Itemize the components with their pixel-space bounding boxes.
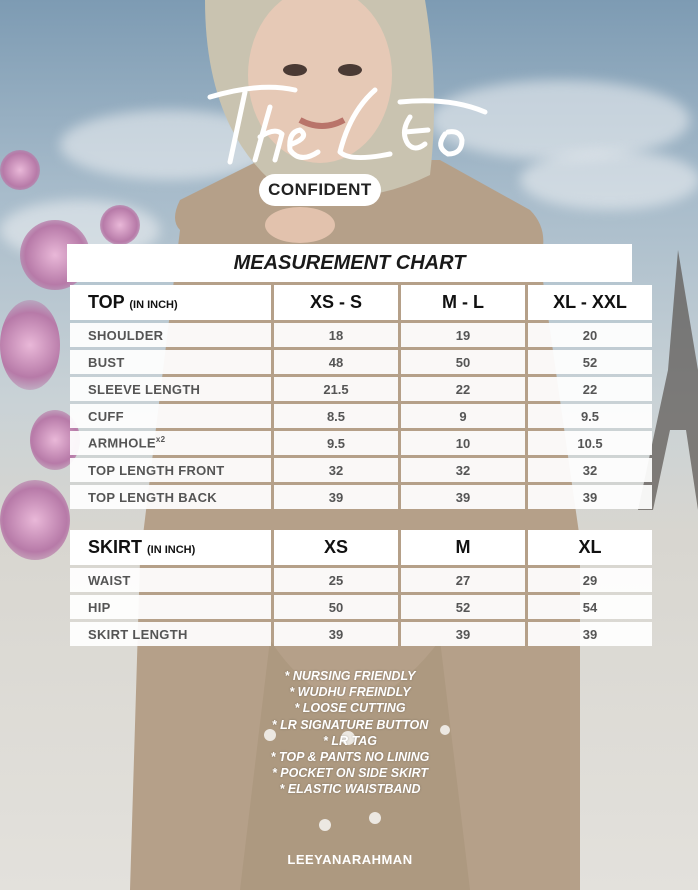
cell-value: 22 xyxy=(401,377,525,401)
size-header: XS - S xyxy=(274,285,398,320)
collection-badge: CONFIDENT xyxy=(259,174,381,206)
table-row xyxy=(70,622,652,646)
row-label: SKIRT LENGTH xyxy=(70,622,271,646)
table-row xyxy=(70,404,652,428)
skirt-header-label: SKIRT (IN INCH) xyxy=(70,530,271,565)
feature-item: * POCKET ON SIDE SKIRT xyxy=(271,766,429,781)
feature-item: * LR SIGNATURE BUTTON xyxy=(271,717,429,732)
cell-value: 29 xyxy=(528,568,652,592)
size-header: M xyxy=(401,530,525,565)
features-list xyxy=(240,668,460,798)
table-row xyxy=(70,431,652,455)
cell-value: 39 xyxy=(401,485,525,509)
feature-item: * LR TAG xyxy=(323,733,377,748)
cell-value: 21.5 xyxy=(274,377,398,401)
size-header: XL xyxy=(528,530,652,565)
row-label: WAIST xyxy=(70,568,271,592)
cell-value: 32 xyxy=(528,458,652,482)
cell-value: 54 xyxy=(528,595,652,619)
size-header: M - L xyxy=(401,285,525,320)
feature-item: * LOOSE CUTTING xyxy=(294,701,406,716)
feature-item: * ELASTIC WAISTBAND xyxy=(279,782,421,797)
the-leo-logo xyxy=(200,72,500,167)
cell-value: 39 xyxy=(528,485,652,509)
brand-name: LEEYANARAHMAN xyxy=(287,852,413,867)
feature-item: * TOP & PANTS NO LINING xyxy=(270,750,430,765)
cell-value: 39 xyxy=(401,622,525,646)
feature-item: * WUDHU FREINDLY xyxy=(289,685,411,700)
row-label: CUFF xyxy=(70,404,271,428)
logo xyxy=(200,72,500,167)
cell-value: 50 xyxy=(401,350,525,374)
table-row xyxy=(70,595,652,619)
cell-value: 32 xyxy=(274,458,398,482)
cell-value: 52 xyxy=(401,595,525,619)
cell-value: 39 xyxy=(274,485,398,509)
row-label: SHOULDER xyxy=(70,323,271,347)
row-label: TOP LENGTH FRONT xyxy=(70,458,271,482)
row-label: SLEEVE LENGTH xyxy=(70,377,271,401)
table-row xyxy=(70,485,652,509)
row-label: BUST xyxy=(70,350,271,374)
row-label: $ARMHOLE^{x2}$ xyxy=(70,431,271,455)
skirt-measurement-table xyxy=(67,527,655,649)
chart-title: MEASUREMENT CHART xyxy=(67,244,632,282)
cell-value: 50 xyxy=(274,595,398,619)
cell-value: 19 xyxy=(401,323,525,347)
size-header: XL - XXL xyxy=(528,285,652,320)
skirt-table-header xyxy=(70,530,652,565)
cell-value: 18 xyxy=(274,323,398,347)
top-table-header xyxy=(70,285,652,320)
table-row xyxy=(70,350,652,374)
top-header-label: TOP (IN INCH) xyxy=(70,285,271,320)
cell-value: 9 xyxy=(401,404,525,428)
cell-value: 9.5 xyxy=(274,431,398,455)
row-label: TOP LENGTH BACK xyxy=(70,485,271,509)
size-header: XS xyxy=(274,530,398,565)
cell-value: 48 xyxy=(274,350,398,374)
cell-value: 32 xyxy=(401,458,525,482)
table-row xyxy=(70,568,652,592)
cell-value: 20 xyxy=(528,323,652,347)
cell-value: 9.5 xyxy=(528,404,652,428)
top-measurement-table xyxy=(67,282,655,512)
table-row xyxy=(70,458,652,482)
cell-value: 39 xyxy=(274,622,398,646)
cell-value: 52 xyxy=(528,350,652,374)
row-label: HIP xyxy=(70,595,271,619)
cell-value: 39 xyxy=(528,622,652,646)
cell-value: 25 xyxy=(274,568,398,592)
cell-value: 8.5 xyxy=(274,404,398,428)
cell-value: 27 xyxy=(401,568,525,592)
table-row xyxy=(70,377,652,401)
feature-item: * NURSING FRIENDLY xyxy=(284,669,416,683)
table-row xyxy=(70,323,652,347)
cell-value: 22 xyxy=(528,377,652,401)
cell-value: 10 xyxy=(401,431,525,455)
cell-value: 10.5 xyxy=(528,431,652,455)
